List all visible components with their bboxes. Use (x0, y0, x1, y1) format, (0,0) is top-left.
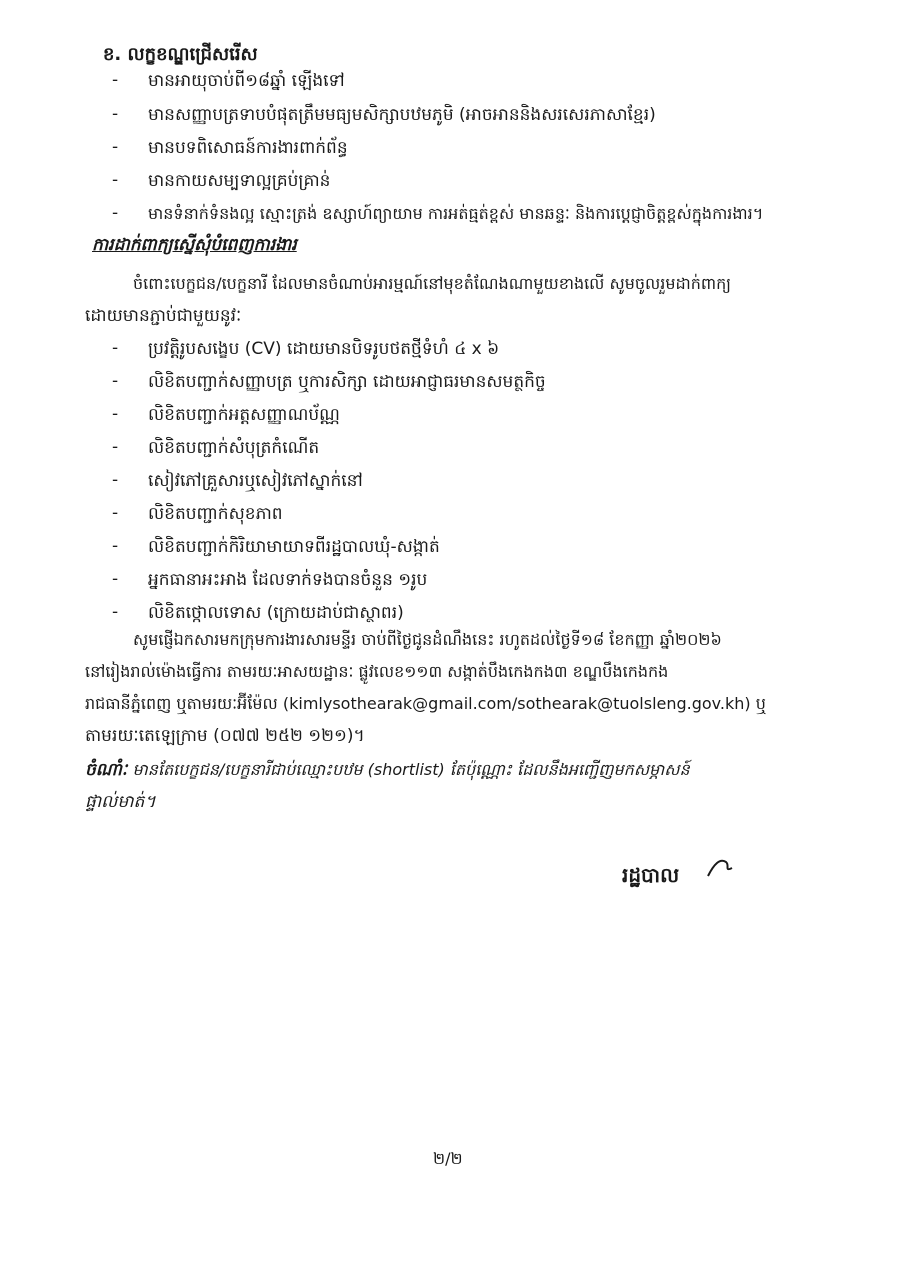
criteria-item: មានកាយសម្បទាល្អគ្រប់គ្រាន់ (148, 171, 331, 191)
bullet-dash: - (112, 437, 119, 457)
intro-line-1: ចំពោះបេក្ខជន/បេក្ខនារី ដែលមានចំណាប់អារម្មណ៍នៅមុខតំណែងណាមួយខាងលើ សូមចូលរួមដាក់ពាក្យ (133, 274, 732, 293)
bullet-dash: - (112, 602, 119, 622)
bullet-dash: - (112, 569, 119, 589)
bullet-dash: - (112, 338, 119, 358)
section-title: ខ. លក្ខខណ្ឌជ្រើសរើស (103, 44, 258, 65)
submission-line-1: សូមផ្ញើឯកសារមកក្រុមការងារសារមន្ទីរ ចាប់ពីថ្ងៃជូនដំណឹងនេះ រហូតដល់ថ្ងៃទី១៨ ខែកញ្ញា ឆ្នាំ២០២៦ (133, 630, 722, 649)
document-item: លិខិតបញ្ជាក់សញ្ញាបត្រ ឬការសិក្សា ដោយអាជ្ញាធរមានសមត្ថកិច្ច (148, 372, 546, 392)
submission-paragraph (85, 624, 805, 752)
document-item: លិខិតថ្កោលទោស (ក្រោយដាប់ជាស្ថាពរ) (148, 603, 404, 623)
criteria-item: មានបទពិសោធន៍ការងារពាក់ព័ន្ធ (148, 138, 348, 158)
document-item: អ្នកធានាអះអាង ដែលទាក់ទងបានចំនួន ១រូប (148, 570, 428, 590)
document-item: លិខិតបញ្ជាក់អត្តសញ្ញាណប័ណ្ណ (148, 405, 340, 425)
document-item: លិខិតបញ្ជាក់សុខភាព (148, 504, 283, 524)
submission-line-4: តាមរយៈតេឡេក្រាម (០៧៧ ២៥២ ១២១)។ (85, 726, 365, 746)
application-intro (85, 268, 805, 332)
page-number: ២/២ (433, 1149, 463, 1168)
note-label: ចំណាំៈ (85, 760, 128, 780)
bullet-dash: - (112, 70, 119, 90)
bullet-dash: - (112, 404, 119, 424)
intro-line-2: ដោយមានភ្ជាប់ជាមួយនូវៈ (85, 306, 242, 326)
criteria-item: មានសញ្ញាបត្រទាបបំផុតត្រឹមមធ្យមសិក្សាបឋមភូមិ (អាចអាននិងសរសេរភាសាខ្មែរ) (148, 105, 656, 125)
criteria-item: មានទំនាក់ទំនងល្អ ស្មោះត្រង់ ឧស្សាហ៍ព្យាយាម ការអត់ធ្មត់ខ្ពស់ មានឆន្ទៈ និងការប្តេជ្ញាចិត្តខ្ពស់ក្នុងការងារ។ (148, 204, 764, 223)
signature-flourish-icon (706, 854, 736, 884)
document-item: សៀវភៅគ្រួសារឬសៀវភៅស្នាក់នៅ (148, 471, 363, 491)
bullet-dash: - (112, 170, 119, 190)
note-paragraph (85, 754, 805, 818)
document-item: ប្រវត្តិរូបសង្ខេប (CV) ដោយមានបិទរូបថតថ្មីទំហំ ៤ x ៦ (148, 339, 500, 359)
signature-text: រដ្ឋបាល (622, 863, 680, 887)
document-item: លិខិតបញ្ជាក់សំបុត្រកំណើត (148, 438, 320, 458)
submission-line-3: រាជធានីភ្នំពេញ ឬតាមរយៈអ៊ីម៉ែល (kimlysothearak@gmail.com/sothearak@tuolsleng.gov.kh) ឬ (85, 694, 766, 713)
bullet-dash: - (112, 503, 119, 523)
bullet-dash: - (112, 470, 119, 490)
application-heading: ការដាក់ពាក្យស្នើសុំបំពេញការងារ (92, 235, 297, 255)
bullet-dash: - (112, 536, 119, 556)
bullet-dash: - (112, 203, 119, 223)
note-line-1: មានតែបេក្ខជន/បេក្ខនារីជាប់ឈ្មោះបឋម (shortlist) តែប៉ុណ្ណោះ ដែលនឹងអញ្ជើញមកសម្ភាសន៍ (132, 760, 690, 779)
note-line-2: ផ្ទាល់មាត់។ (85, 792, 156, 812)
bullet-dash: - (112, 137, 119, 157)
signature-block (622, 862, 679, 892)
criteria-item: មានអាយុចាប់ពី១៨ឆ្នាំ ឡើងទៅ (148, 71, 345, 91)
bullet-dash: - (112, 371, 119, 391)
bullet-dash: - (112, 104, 119, 124)
submission-line-2: នៅរៀងរាល់ម៉ោងធ្វើការ តាមរយៈអាសយដ្ឋានៈ ផ្លូវលេខ១១៣ សង្កាត់បឹងកេងកង៣ ខណ្ឌបឹងកេងកង (85, 662, 669, 681)
document-item: លិខិតបញ្ជាក់កិរិយាមាយាទពីរដ្ឋបាលឃុំ-សង្កាត់ (148, 537, 440, 557)
